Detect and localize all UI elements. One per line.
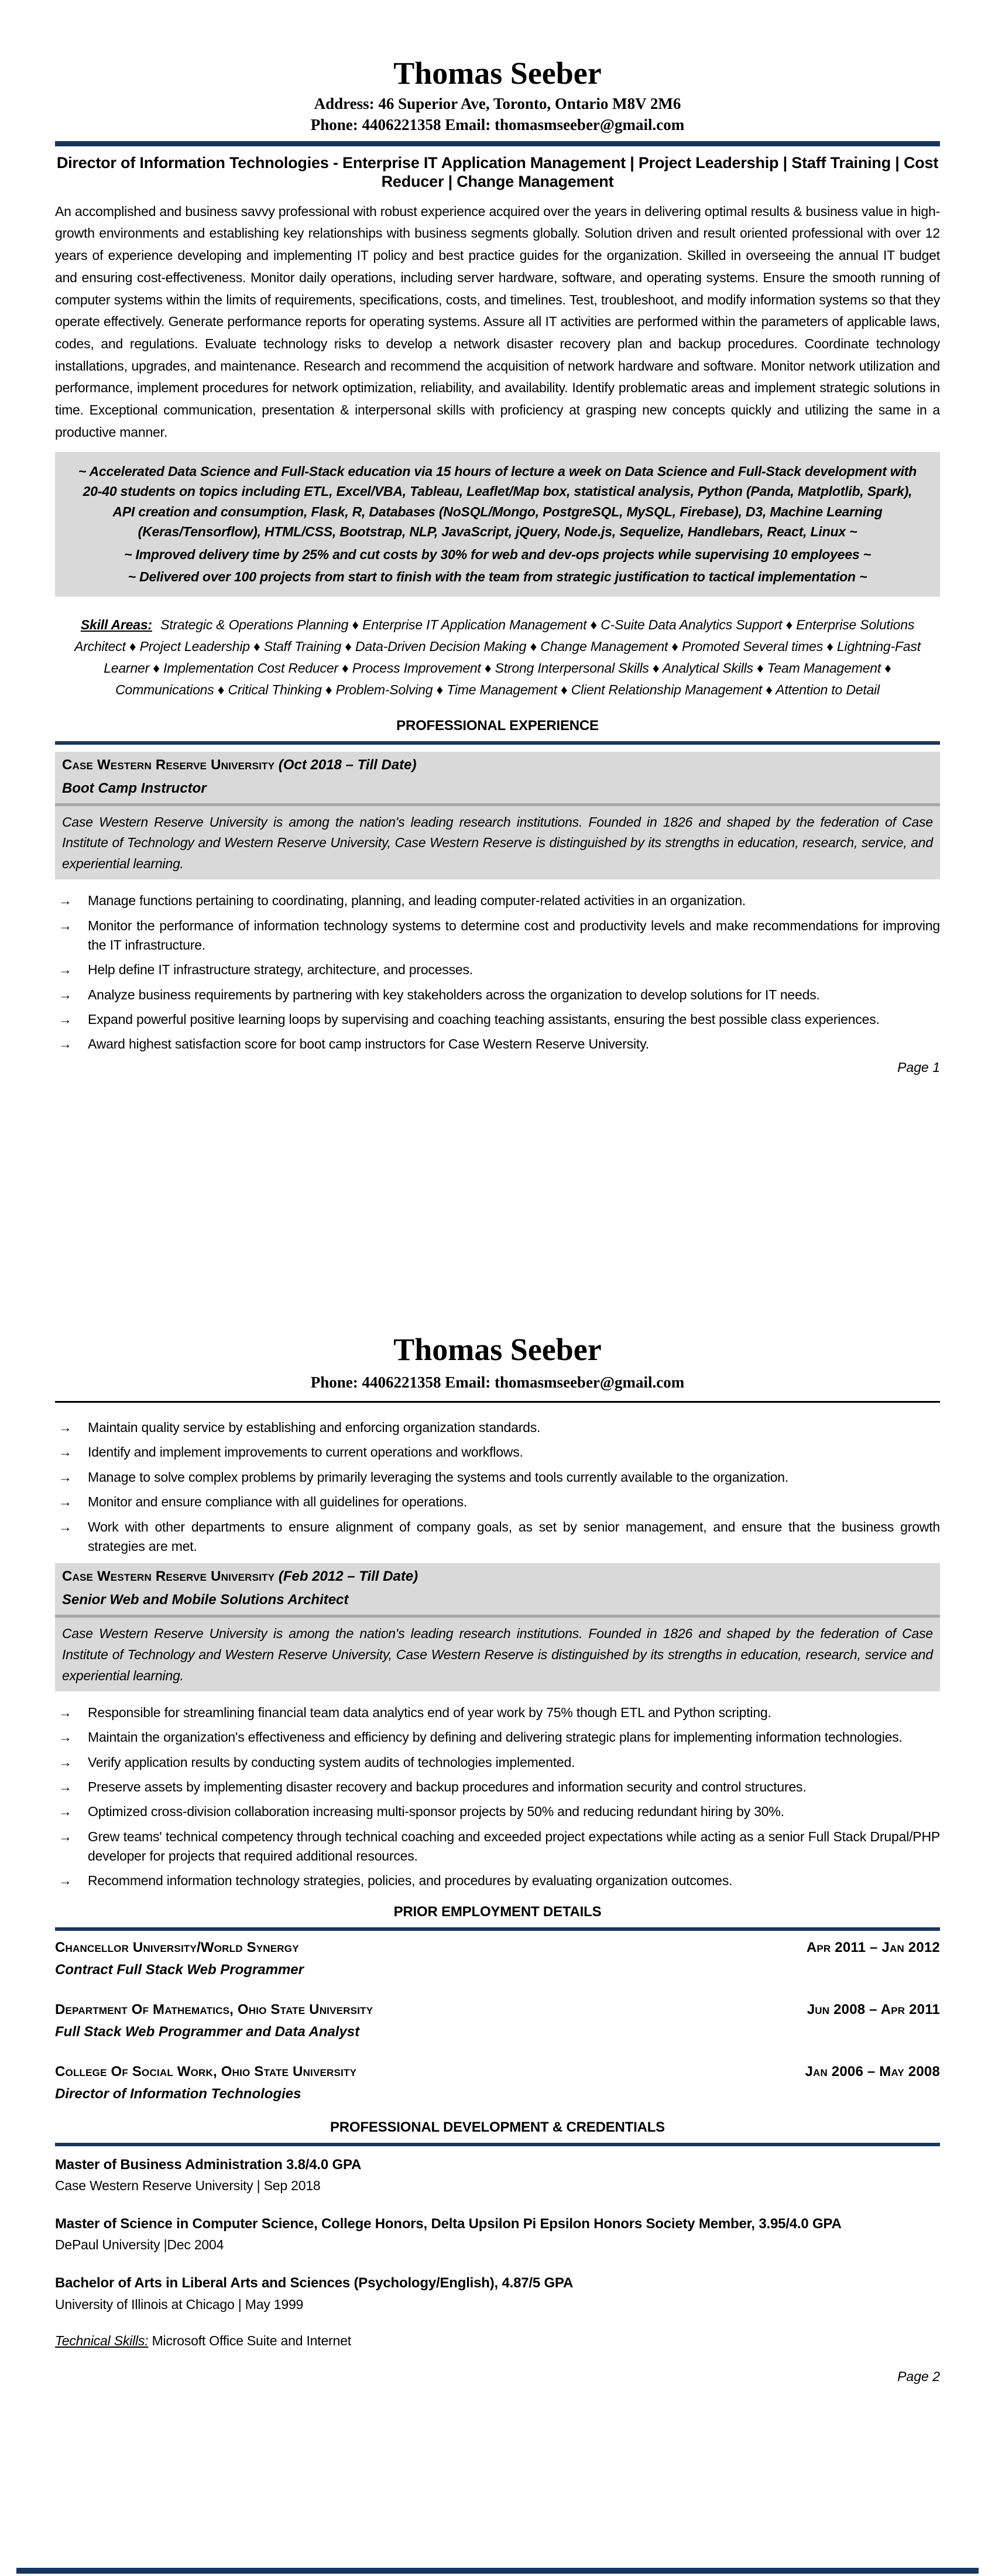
- bullet-text: Monitor and ensure compliance with all guidelines for operations.: [88, 1494, 467, 1510]
- experience-bullets: [55, 1703, 940, 1891]
- job-company-line: [62, 1568, 933, 1585]
- bullet-item: [55, 916, 940, 955]
- job-band-divider: [55, 803, 940, 806]
- arrow-bullet-icon: →: [59, 1828, 72, 1844]
- arrow-bullet-icon: →: [59, 1704, 72, 1720]
- bullet-text: Maintain quality service by establishing and enforcing organization standards.: [88, 1420, 541, 1436]
- bullet-text: Analyze business requirements by partnering with key stakeholders across the organization to develop solutions for IT needs.: [88, 986, 820, 1002]
- credential-degree: Master of Science in Computer Science, College Honors, Delta Upsilon Pi Epsilon Honors Society Member, 3.95/4.0 GPA: [55, 2215, 842, 2232]
- headline-title: Director of Information Technologies - Enterprise IT Application Management | Project Leadership | Staff Training | Cost Reducer | Change Management: [56, 153, 939, 191]
- credential-entry: [55, 2156, 940, 2195]
- prior-job-company: Chancellor University/World Synergy: [55, 1939, 299, 1955]
- page-bottom-border: [16, 2568, 979, 2574]
- prior-job-company: College Of Social Work, Ohio State University: [55, 2063, 357, 2080]
- highlight-paragraph: ~ Accelerated Data Science and Full-Stack education via 15 hours of lecture a week on Data Science and Full-Stack development with 20-40 students on topics including ETL, Excel/VBA, Tableau, Leaflet/Map box, statistical analysis, Python (Panda, Matplotlib, Spark), API creation and consumption, Flask, R, Databases (NoSQL/Mongo, PostgreSQL, MySQL, Firebase), D3, Machine Learning (Keras/Tensorflow), HTML/CSS, Bootstrap, NLP, JavaScript, jQuery, Node.js, Sequelize, Handlebars, React, Linux ~: [78, 463, 917, 540]
- bullet-item: [55, 1443, 940, 1462]
- phone-email-line: Phone: 4406221358 Email: thomasmseeber@gmail.com: [310, 1373, 685, 1392]
- page-number: Page 2: [897, 2369, 940, 2385]
- arrow-bullet-icon: →: [59, 1420, 72, 1436]
- arrow-bullet-icon: →: [59, 1011, 72, 1027]
- job-description: Case Western Reserve University is among the nation's leading research institutions. Founded in 1826 and shaped by the federation of Case Institute of Technology and Western Reserve University, Case Western Reserve is distinguished by its strengths in education, research, service, and experiential learning.: [62, 814, 933, 872]
- resume-page-2: [0, 1288, 995, 2576]
- bullet-text: Preserve assets by implementing disaster recovery and backup procedures and information security and control structures.: [88, 1779, 807, 1794]
- bullet-item: [55, 1871, 940, 1890]
- prior-job-company: Department Of Mathematics, Ohio State University: [55, 2001, 373, 2017]
- skill-areas-list: Strategic & Operations Planning ♦ Enterprise IT Application Management ♦ C-Suite Data Analytics Support ♦ Enterprise Solutions Architect ♦ Project Leadership ♦ Staff Training ♦ Data-Driven Decision Making ♦ Change Management ♦ Promoted Several times ♦ Lightning-Fast Learner ♦ Implementation Cost Reducer ♦ Process Improvement ♦ Strong Interpersonal Skills ♦ Analytical Skills ♦ Team Management ♦ Communications ♦ Critical Thinking ♦ Problem-Solving ♦ Time Management ♦ Client Relationship Management ♦ Attention to Detail: [74, 616, 921, 698]
- arrow-bullet-icon: →: [59, 1779, 72, 1794]
- job-description: Case Western Reserve University is among the nation's leading research institutions. Founded in 1826 and shaped by the federation of Case Institute of Technology and Western Reserve University, Case Western Reserve is distinguished by its strengths in education, research, service and experiential learning.: [62, 1626, 933, 1683]
- bullet-item: [55, 1703, 940, 1722]
- credential-degree: Master of Business Administration 3.8/4.0 GPA: [55, 2156, 362, 2173]
- arrow-bullet-icon: →: [59, 1444, 72, 1460]
- bullet-item: [55, 1468, 940, 1487]
- prior-job-title: Director of Information Technologies: [55, 2085, 301, 2102]
- job-band-divider: [55, 1615, 940, 1618]
- credential-degree: Bachelor of Arts in Liberal Arts and Sciences (Psychology/English), 4.87/5 GPA: [55, 2275, 574, 2291]
- job-title: Senior Web and Mobile Solutions Architect: [62, 1592, 349, 1608]
- bullet-text: Help define IT infrastructure strategy, architecture, and processes.: [88, 962, 473, 978]
- phone-email-line: Phone: 4406221358 Email: thomasmseeber@gmail.com: [310, 116, 685, 134]
- credential-entry: [55, 2215, 940, 2254]
- bullet-text: Verify application results by conducting system audits of technologies implemented.: [88, 1754, 575, 1770]
- bullet-item: [55, 1034, 940, 1054]
- technical-skills-text: Microsoft Office Suite and Internet: [152, 2333, 351, 2349]
- experience-bullets: [55, 891, 940, 1054]
- candidate-name: Thomas Seeber: [393, 1332, 602, 1367]
- job-company: Case Western Reserve University: [62, 756, 275, 773]
- arrow-bullet-icon: →: [59, 893, 72, 909]
- section-heading-credentials: PROFESSIONAL DEVELOPMENT & CREDENTIALS: [330, 2119, 665, 2135]
- bullet-item: [55, 1802, 940, 1821]
- job-header-band: [55, 1563, 940, 1691]
- technical-skills-label: Technical Skills:: [55, 2333, 149, 2349]
- prior-job-row: [55, 2001, 940, 2019]
- header-rule: [55, 141, 940, 146]
- arrow-bullet-icon: →: [59, 1754, 72, 1770]
- bullet-item: [55, 1827, 940, 1866]
- section-rule: [55, 2143, 940, 2146]
- experience-bullets-continued: [55, 1418, 940, 1556]
- arrow-bullet-icon: →: [59, 1519, 72, 1534]
- bullet-item: [55, 960, 940, 979]
- arrow-bullet-icon: →: [59, 1494, 72, 1510]
- arrow-bullet-icon: →: [59, 1873, 72, 1889]
- page-number: Page 1: [897, 1059, 940, 1075]
- bullet-item: [55, 891, 940, 910]
- bullet-text: Manage functions pertaining to coordinating, planning, and leading computer-related activities in an organization.: [88, 893, 746, 909]
- bullet-text: Manage to solve complex problems by primarily leveraging the systems and tools currently available to the organization.: [88, 1469, 789, 1485]
- prior-job-title: Contract Full Stack Web Programmer: [55, 1961, 304, 1978]
- bullet-text: Optimized cross-division collaboration increasing multi-sponsor projects by 50% and reducing redundant hiring by 30%.: [88, 1804, 784, 1820]
- bullet-text: Responsible for streamlining financial team data analytics end of year work by 75% though ETL and Python scripting.: [88, 1704, 771, 1720]
- arrow-bullet-icon: →: [59, 1804, 72, 1820]
- credential-entry: [55, 2274, 940, 2313]
- bullet-item: [55, 1418, 940, 1437]
- bullet-item: [55, 1010, 940, 1029]
- bullet-item: [55, 1753, 940, 1772]
- section-rule: [55, 1927, 940, 1931]
- job-company: Case Western Reserve University: [62, 1568, 275, 1585]
- summary-paragraph: An accomplished and business savvy professional with robust experience acquired over the years in delivering optimal results & business value in high-growth environments and establishing key relationships with business segments globally. Solution driven and result oriented professional with over 12 years of experience developing and implementing IT policy and best practice guides for the organization. Skilled in overseeing the annual IT budget and ensuring cost-effectiveness. Monitor daily operations, including server hardware, software, and operating systems. Ensure the smooth running of computer systems within the limits of requirements, specifications, costs, and timelines. Test, troubleshoot, and modify information systems so that they operate effectively. Generate performance reports for operating systems. Assure all IT activities are performed within the parameters of applicable laws, codes, and regulations. Evaluate technology risks to develop a network disaster recovery plan and backup procedures. Coordinate technology installations, upgrades, and maintenance. Research and recommend the acquisition of network hardware and software. Monitor network utilization and performance, implement procedures for network optimization, reliability, and availability. Identify problematic areas and implement strategic solutions in time. Exceptional communication, presentation & interpersonal skills with proficiency at grasping new concepts quickly and utilizing the same in a productive manner.: [55, 203, 940, 440]
- technical-skills-line: [55, 2333, 940, 2349]
- prior-job-entry: [55, 2001, 940, 2041]
- highlights-box: [55, 452, 940, 597]
- section-rule: [55, 741, 940, 745]
- bullet-item: [55, 1517, 940, 1557]
- job-dates: (Oct 2018 – Till Date): [278, 756, 417, 773]
- prior-job-row: [55, 1939, 940, 1957]
- bullet-text: Award highest satisfaction score for boot camp instructors for Case Western Reserve University.: [88, 1036, 649, 1052]
- bullet-text: Maintain the organization's effectiveness and efficiency by defining and delivering strategic plans for implementing information technologies.: [88, 1729, 903, 1745]
- header-rule-page2: [55, 1401, 940, 1403]
- credential-institution: Case Western Reserve University | Sep 2018: [55, 2177, 321, 2193]
- bullet-item: [55, 1492, 940, 1512]
- prior-job-dates: Jan 2006 – May 2008: [805, 2063, 940, 2080]
- skill-areas-label: Skill Areas:: [80, 616, 152, 632]
- job-dates: (Feb 2012 – Till Date): [278, 1568, 418, 1585]
- credential-institution: DePaul University |Dec 2004: [55, 2237, 224, 2253]
- prior-job-dates: Apr 2011 – Jan 2012: [806, 1939, 940, 1955]
- section-heading-prior-employment: PRIOR EMPLOYMENT DETAILS: [393, 1903, 602, 1920]
- bullet-text: Work with other departments to ensure alignment of company goals, as set by senior management, and ensure that the business growth strategies are met.: [88, 1519, 940, 1554]
- job-header-band: [55, 752, 940, 880]
- bullet-text: Identify and implement improvements to current operations and workflows.: [88, 1444, 523, 1460]
- prior-job-row: [55, 2063, 940, 2081]
- bullet-text: Recommend information technology strategies, policies, and procedures by evaluating organization outcomes.: [88, 1873, 733, 1889]
- address-line: Address: 46 Superior Ave, Toronto, Ontario M8V 2M6: [314, 95, 681, 113]
- arrow-bullet-icon: →: [59, 962, 72, 978]
- arrow-bullet-icon: →: [59, 917, 72, 933]
- arrow-bullet-icon: →: [59, 986, 72, 1002]
- bullet-text: Expand powerful positive learning loops by supervising and coaching teaching assistants, ensuring the best possible class experiences.: [88, 1011, 880, 1027]
- highlight-paragraph: ~ Delivered over 100 projects from start to finish with the team from strategic justification to tactical implementation ~: [128, 569, 867, 585]
- credential-institution: University of Illinois at Chicago | May 1999: [55, 2296, 304, 2312]
- skill-areas: [55, 614, 940, 701]
- prior-job-entry: [55, 2063, 940, 2103]
- candidate-name: Thomas Seeber: [393, 56, 602, 91]
- section-heading-professional-experience: PROFESSIONAL EXPERIENCE: [396, 717, 599, 734]
- bullet-text: Monitor the performance of information technology systems to determine cost and productivity levels and make recommendations for improving the IT infrastructure.: [88, 917, 940, 953]
- job-company-line: [62, 756, 933, 774]
- highlight-paragraph: ~ Improved delivery time by 25% and cut costs by 30% for web and dev-ops projects while supervising 10 employees ~: [124, 546, 871, 562]
- arrow-bullet-icon: →: [59, 1036, 72, 1052]
- job-title: Boot Camp Instructor: [62, 780, 207, 796]
- bullet-text: Grew teams' technical competency through technical coaching and exceeded project expectations while acting as a senior Full Stack Drupal/PHP developer for projects that required additional resources.: [88, 1828, 940, 1864]
- prior-job-dates: Jun 2008 – Apr 2011: [807, 2001, 940, 2017]
- prior-job-title: Full Stack Web Programmer and Data Analyst: [55, 2023, 360, 2040]
- bullet-item: [55, 985, 940, 1005]
- arrow-bullet-icon: →: [59, 1469, 72, 1485]
- bullet-item: [55, 1728, 940, 1747]
- bullet-item: [55, 1777, 940, 1797]
- prior-job-entry: [55, 1939, 940, 1979]
- arrow-bullet-icon: →: [59, 1729, 72, 1745]
